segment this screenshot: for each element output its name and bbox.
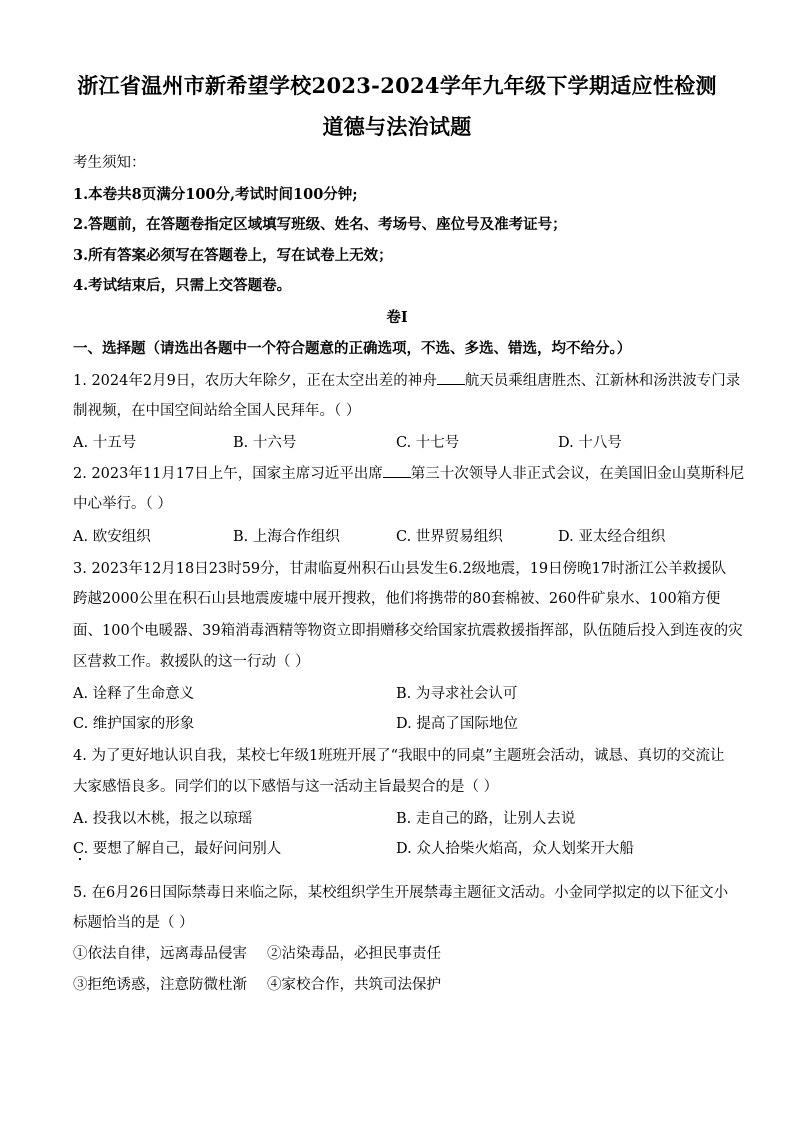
stray-dot	[79, 858, 81, 860]
question-3-line-2: 跨越2000公里在积石山县地震废墟中展开搜救，他们将携带的80套棉被、260件矿泉水、100箱方便	[73, 591, 721, 607]
question-5-line-1: 5. 在6月26日国际禁毒日来临之际，某校组织学生开展禁毒主题征文活动。小金同学拟定的以下征文小	[73, 885, 729, 901]
question-4-option-d: D. 众人拾柴火焰高，众人划桨开大船	[396, 841, 634, 857]
question-4-line-2: 大家感悟良多。同学们的以下感悟与这一活动主旨最契合的是（ ）	[73, 779, 499, 795]
question-4-option-c: C. 要想了解自己，最好问问别人	[73, 841, 282, 857]
question-4-option-b: B. 走自己的路，让别人去说	[396, 811, 576, 827]
notice-item-3: 3.所有答案必须写在答题卷上，写在试卷上无效；	[73, 247, 393, 264]
question-4-line-1: 4. 为了更好地认识自我，某校七年级1班班开展了“我眼中的同桌”主题班会活动，诚恳、真切的交流让	[73, 748, 725, 764]
section-heading: 一、选择题（请选出各题中一个符合题意的正确选项，不选、多选、错选，均不给分。）	[73, 340, 632, 357]
question-1-option-c: C. 十七号	[396, 435, 460, 451]
question-2-text-b: 第三十次领导人非正式会议，在美国旧金山莫斯科尼	[410, 466, 745, 482]
question-2-option-b: B. 上海合作组织	[233, 529, 340, 545]
question-2-line-1	[73, 462, 744, 483]
question-1-line-1	[73, 369, 740, 390]
question-2-line-2: 中心举行。（ ）	[73, 496, 172, 512]
question-1-text-a: 1. 2024年2月9日，农历大年除夕，正在太空出差的神舟	[73, 373, 437, 389]
answer-blank	[383, 465, 411, 478]
notice-item-2: 2.答题前，在答题卷指定区域填写班级、姓名、考场号、座位号及准考证号；	[73, 216, 567, 233]
notice-item-1: 1.本卷共8页满分100分,考试时间100分钟;	[73, 186, 358, 203]
question-5-line-2: 标题恰当的是（ ）	[73, 915, 194, 931]
question-3-line-1: 3. 2023年12月18日23时59分，甘肃临夏州积石山县发生6.2级地震，19日傍晚17时浙江公羊救援队	[73, 561, 727, 577]
notice-item-4: 4.考试结束后，只需上交答题卷。	[73, 277, 292, 294]
answer-blank	[437, 372, 465, 385]
question-1-option-a: A. 十五号	[73, 435, 137, 451]
question-1-option-b: B. 十六号	[233, 435, 297, 451]
question-3-option-b: B. 为寻求社会认可	[396, 686, 518, 702]
question-1-text-b: 航天员乘组唐胜杰、江新林和汤洪波专门录	[464, 373, 741, 389]
notice-heading: 考生须知：	[73, 155, 146, 171]
question-4-option-a: A. 投我以木桃，报之以琼瑶	[73, 811, 253, 827]
question-2-option-d: D. 亚太经合组织	[558, 529, 666, 545]
question-2-option-a: A. 欧安组织	[73, 529, 151, 545]
exam-title: 浙江省温州市新希望学校2023-2024学年九年级下学期适应性检测	[77, 73, 717, 98]
question-3-option-d: D. 提高了国际地位	[396, 716, 518, 732]
question-5-item-2: ②沾染毒品，必担民事责任	[267, 946, 441, 962]
volume-label: 卷I	[386, 309, 408, 326]
question-3-line-4: 区营救工作。救援队的这一行动（ ）	[73, 654, 310, 670]
question-5-item-4: ④家校合作，共筑司法保护	[267, 977, 441, 993]
question-1-option-d: D. 十八号	[558, 435, 622, 451]
question-2-text-a: 2. 2023年11月17日上午，国家主席习近平出席	[73, 466, 383, 482]
question-2-option-c: C. 世界贸易组织	[396, 529, 503, 545]
question-3-option-c: C. 维护国家的形象	[73, 716, 195, 732]
exam-subtitle: 道德与法治试题	[322, 114, 472, 139]
question-1-line-2: 制视频，在中国空间站给全国人民拜年。（ ）	[73, 403, 361, 419]
question-3-option-a: A. 诠释了生命意义	[73, 686, 195, 702]
question-5-item-3: ③拒绝诱惑，注意防微杜渐	[73, 977, 247, 993]
question-3-line-3: 面、100个电暖器、39箱消毒酒精等物资立即捐赠移交给国家抗震救援指挥部，队伍随后投入到连夜的灾	[73, 623, 743, 639]
question-5-item-1: ①依法自律，远离毒品侵害	[73, 946, 247, 962]
